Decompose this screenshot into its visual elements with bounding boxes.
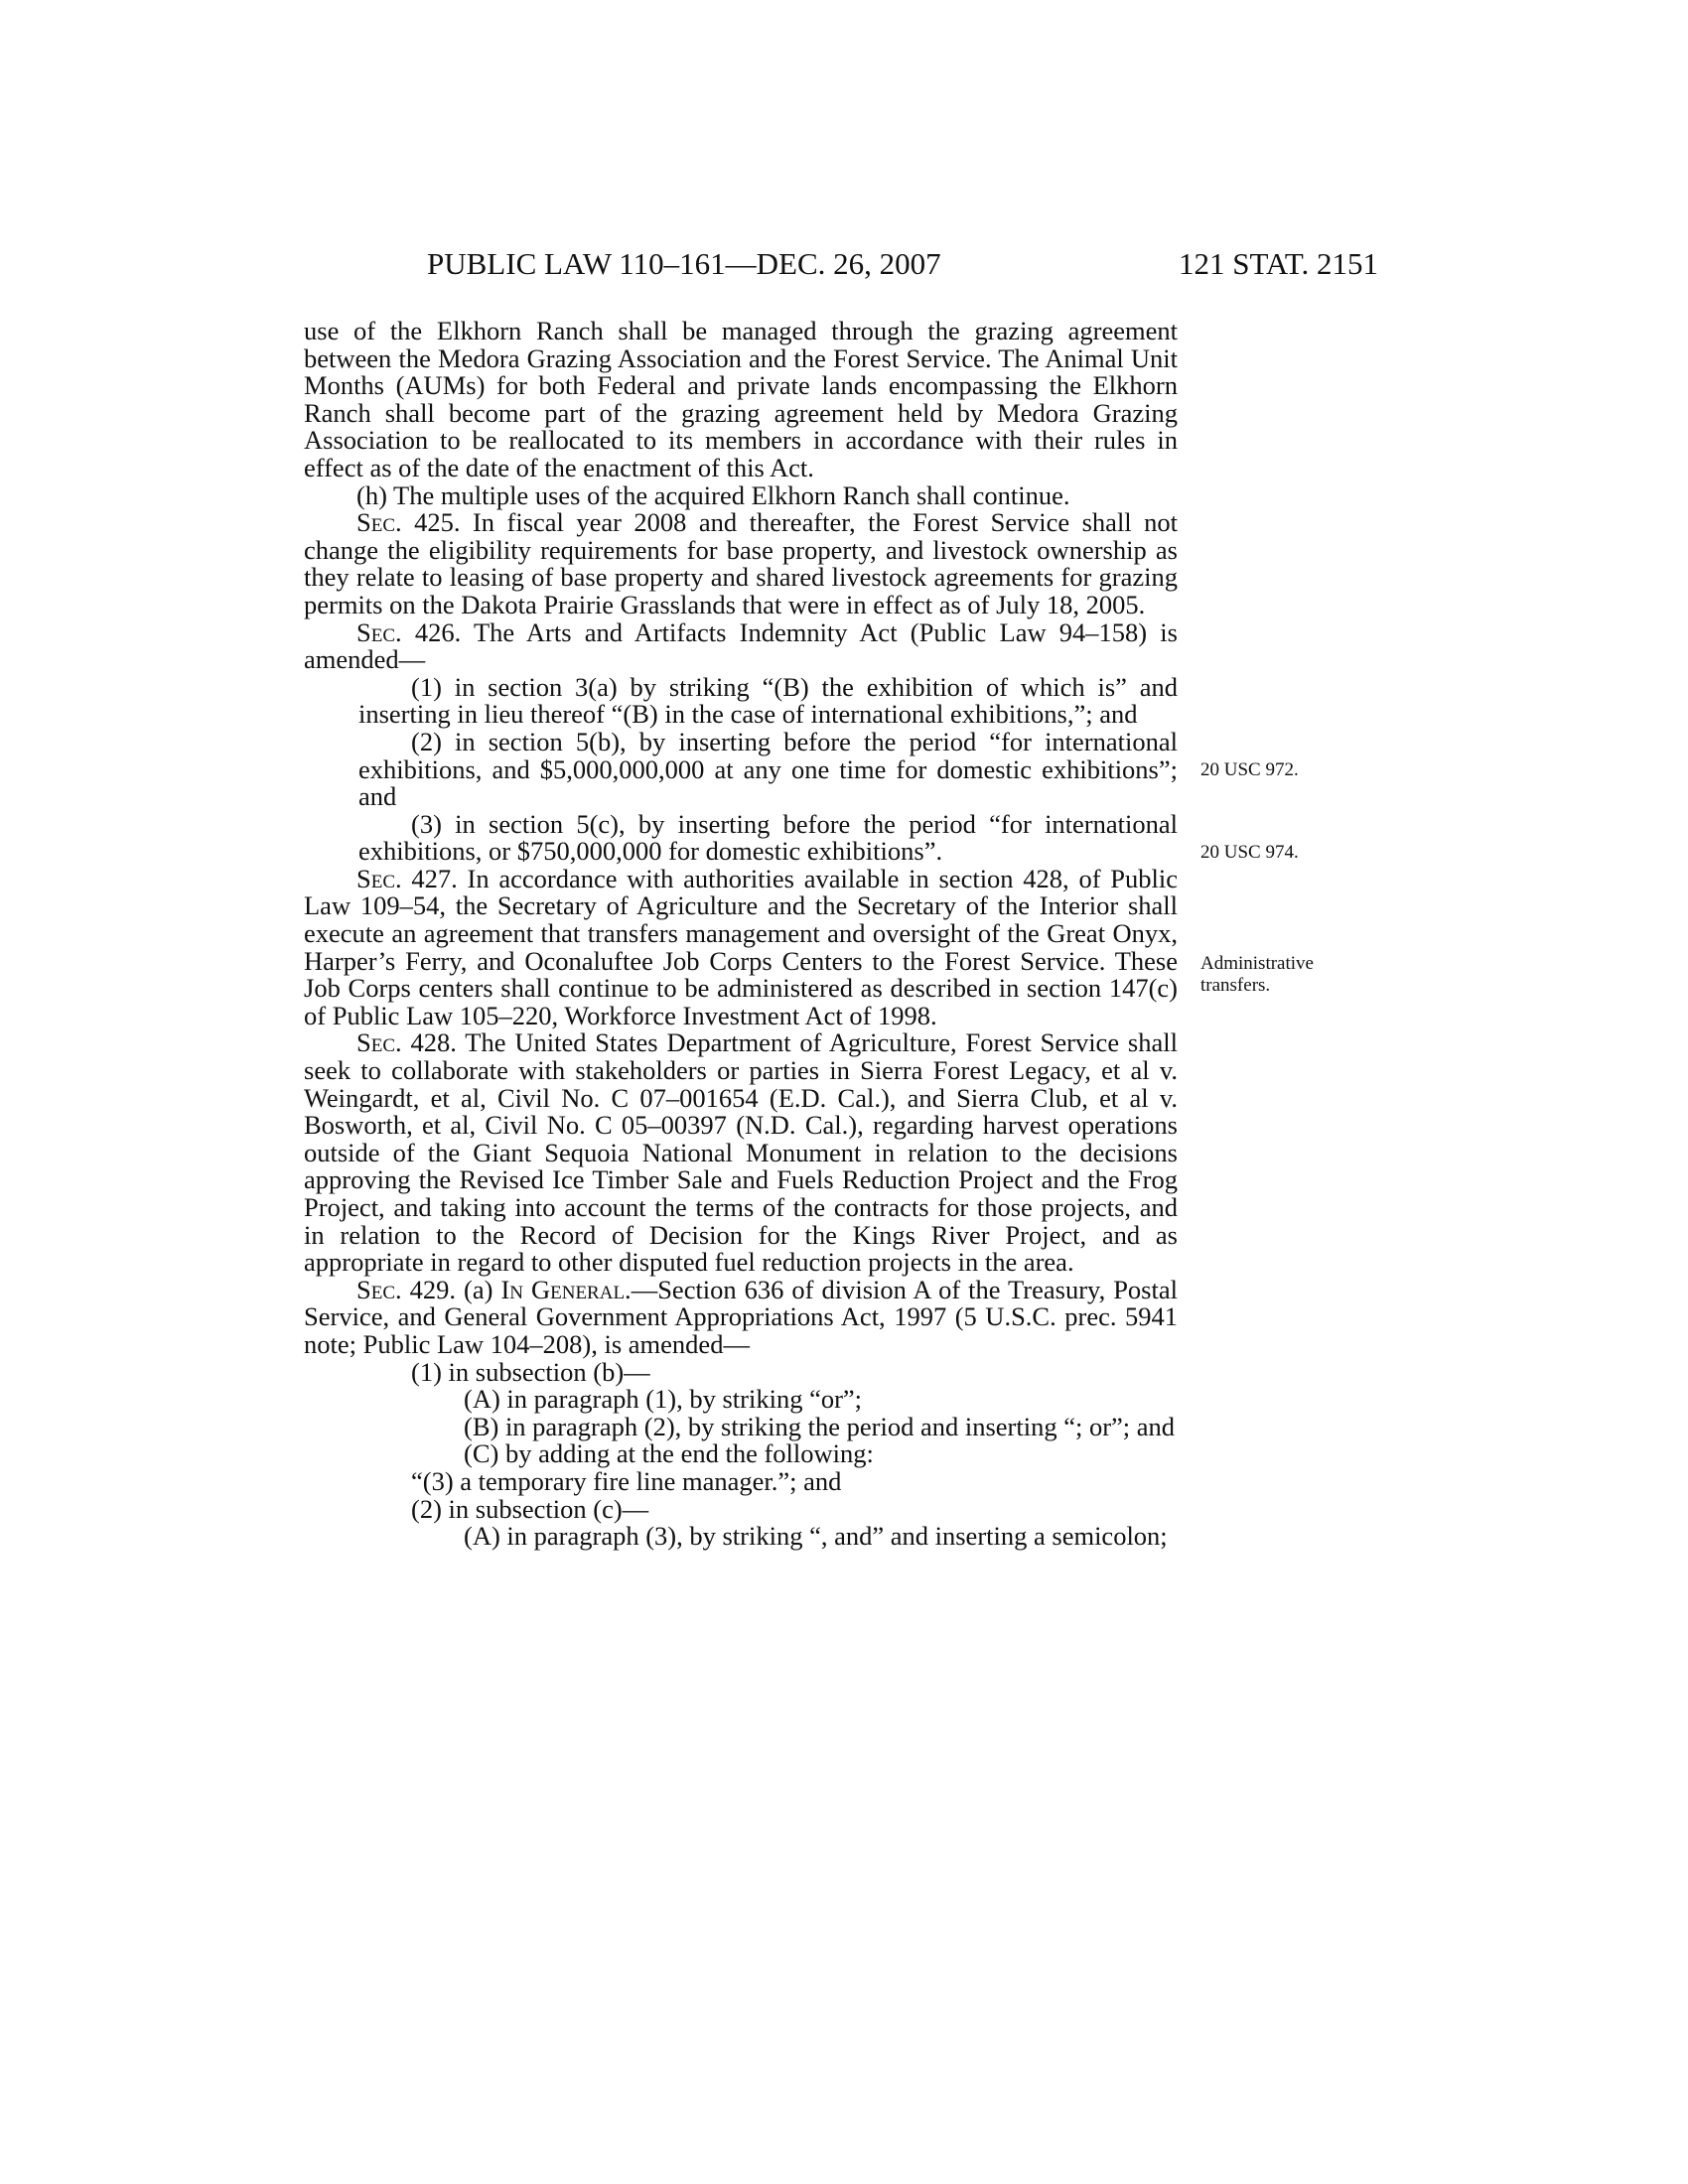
header-law-citation: PUBLIC LAW 110–161—DEC. 26, 2007 xyxy=(427,246,941,281)
section-429-item-2-a: (A) in paragraph (3), by striking “, and” and inserting a semicolon; xyxy=(464,1521,1168,1552)
paragraph-elkhorn-grazing: use of the Elkhorn Ranch shall be managed through the grazing agreement between the Medora Grazing Association and the Forest Service. The Animal Unit Months (AUMs) for both Federal and private lands encompassing the Elkhorn Ranch shall become part of the grazing agreement held by Medora Grazing Association to be reallocated to its members in accordance with their rules in effect as of the date of the enactment of this Act. xyxy=(304,316,1178,482)
margin-note-20-usc-974: 20 USC 974. xyxy=(1200,842,1299,863)
section-text: 429. (a) xyxy=(401,1274,501,1304)
section-429-item-1: (1) in subsection (b)— xyxy=(411,1356,650,1387)
margin-note-20-usc-972: 20 USC 972. xyxy=(1200,759,1299,780)
section-427 xyxy=(304,863,1178,1030)
section-425 xyxy=(304,509,1178,618)
running-header xyxy=(427,244,1378,284)
paragraph-h-multiple-uses: (h) The multiple uses of the acquired Elkhorn Ranch shall continue. xyxy=(356,479,1070,510)
section-text-tail: —Section 636 of division A of the Treasury, Postal Service, and General Government Appropriations Act, 1997 (5 U.S.C. prec. 5941 note; Public Law 104–208), is amended— xyxy=(304,1274,1178,1359)
section-label: Sec. xyxy=(356,507,402,538)
section-426-item-1: (1) in section 3(a) by striking “(B) the exhibition of which is” and inserting in lieu thereof “(B) in the case of international exhibitions,”; and xyxy=(358,671,1178,730)
section-429-item-1-c: (C) by adding at the end the following: xyxy=(464,1438,874,1469)
section-426 xyxy=(304,616,1178,675)
statute-body xyxy=(304,318,1178,1551)
section-426-item-2: (2) in section 5(b), by inserting before the period “for international exhibitions, and $5,000,000,000 at any one time for domestic exhibitions”; and xyxy=(358,726,1178,812)
quoted-text-fire-line-manager: “(3) a temporary fire line manager.”; and xyxy=(411,1465,842,1496)
section-429-item-1-a: (A) in paragraph (1), by striking “or”; xyxy=(464,1384,863,1415)
section-426-item-3: (3) in section 5(c), by inserting before the period “for international exhibitions, or $750,000,000 for domestic exhibitions”. xyxy=(358,808,1178,867)
section-text: 427. In accordance with authorities available in section 428, of Public Law 109–54, the Secretary of Agriculture and the Secretary of the Interior shall execute an agreement that transfers management and oversight of the Great Onyx, Harper’s Ferry, and Oconaluftee Job Corps Centers to the Forest Service. These Job Corps centers shall continue to be administered as described in section 147(c) of Public Law 105–220, Workforce Investment Act of 1998. xyxy=(304,863,1178,1030)
section-label: Sec. xyxy=(356,616,402,647)
subsection-heading: In General. xyxy=(500,1274,632,1304)
section-label: Sec. xyxy=(356,1274,402,1304)
section-text: 426. The Arts and Artifacts Indemnity Act (Public Law 94–158) is amended— xyxy=(304,616,1178,675)
section-429-item-2: (2) in subsection (c)— xyxy=(411,1493,649,1524)
section-text: 425. In fiscal year 2008 and thereafter, the Forest Service shall not change the eligibility requirements for base property, and livestock ownership as they relate to leasing of base property and shared livestock agreements for grazing permits on the Dakota Prairie Grasslands that were in effect as of July 18, 2005. xyxy=(304,507,1178,619)
section-label: Sec. xyxy=(356,863,402,893)
header-statute-page: 121 STAT. 2151 xyxy=(1178,246,1378,281)
section-text: 428. The United States Department of Agriculture, Forest Service shall seek to collaborate with stakeholders or parties in Sierra Forest Legacy, et al v. Weingardt, et al, Civil No. C 07–001654 (E.D. Cal.), and Sierra Club, et al v. Bosworth, et al, Civil No. C 05–00397 (N.D. Cal.), regarding harvest operations outside of the Giant Sequoia National Monument in relation to the decisions approving the Revised Ice Timber Sale and Fuels Reduction Project and the Frog Project, and taking into account the terms of the contracts for those projects, and in relation to the Record of Decision for the Kings River Project, and as appropriate in regard to other disputed fuel reduction projects in the area. xyxy=(304,1027,1178,1278)
section-label: Sec. xyxy=(356,1027,402,1058)
section-428 xyxy=(304,1029,1178,1276)
section-429-item-1-b: (B) in paragraph (2), by striking the period and inserting “; or”; and xyxy=(464,1411,1176,1441)
section-429 xyxy=(304,1274,1178,1359)
margin-note-administrative-transfers: Administrative transfers. xyxy=(1200,953,1314,996)
